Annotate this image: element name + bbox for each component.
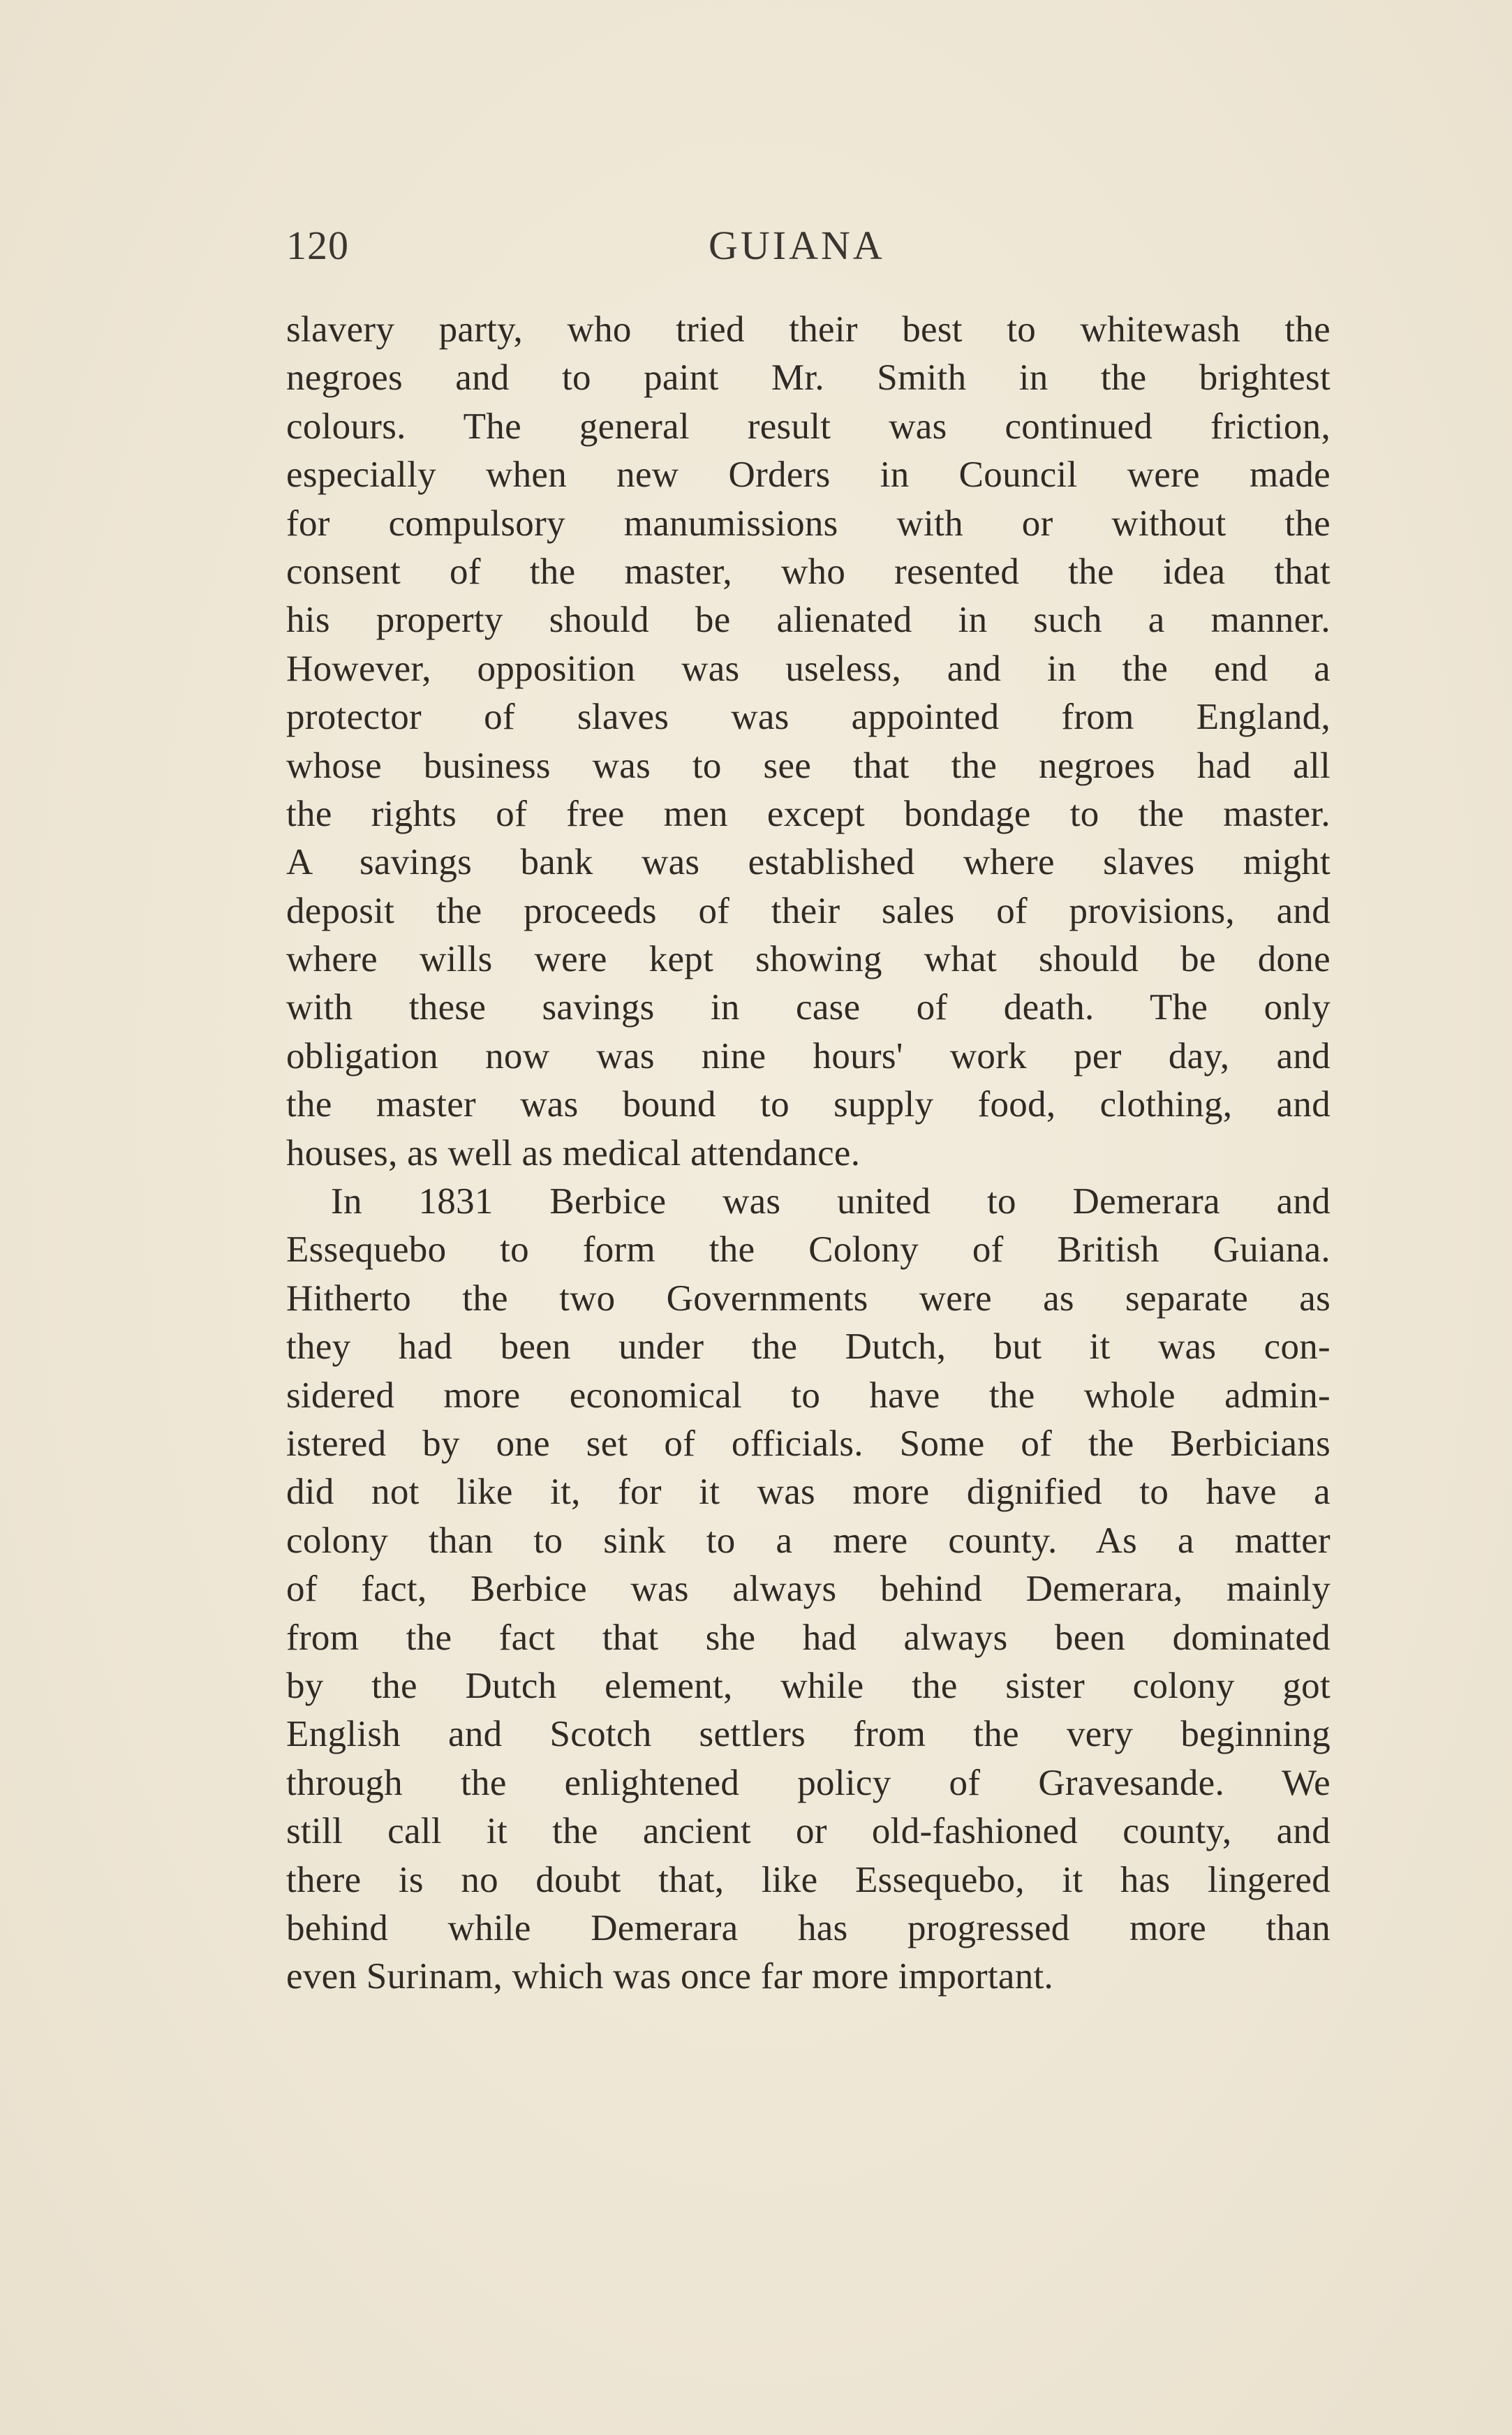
text-line: deposit the proceeds of their sales of provisions, and bbox=[286, 890, 1331, 931]
text-line: Essequebo to form the Colony of British Guiana. bbox=[286, 1229, 1331, 1271]
text-line: with these savings in case of death. The only bbox=[286, 987, 1331, 1028]
running-title: GUIANA bbox=[709, 223, 885, 268]
text-line: where wills were kept showing what should be done bbox=[286, 939, 1331, 980]
text-line: did not like it, for it was more dignified to have a bbox=[286, 1472, 1331, 1513]
text-line: for compulsory manumissions with or without the bbox=[286, 503, 1331, 544]
text-line: behind while Demerara has progressed more than bbox=[286, 1907, 1331, 1948]
text-line: his property should be alienated in such a manner. bbox=[286, 600, 1331, 641]
text-line: by the Dutch element, while the sister colony got bbox=[286, 1665, 1331, 1706]
text-line: still call it the ancient or old-fashioned county, and bbox=[286, 1811, 1331, 1852]
text-line: especially when new Orders in Council were made bbox=[286, 454, 1331, 496]
text-line: from the fact that she had always been dominated bbox=[286, 1617, 1331, 1658]
text-line: English and Scotch settlers from the very beginning bbox=[286, 1714, 1331, 1755]
paragraph-start-line: In 1831 Berbice was united to Demerara and bbox=[331, 1181, 1331, 1222]
page-number: 120 bbox=[286, 223, 349, 268]
text-line: obligation now was nine hours' work per day, and bbox=[286, 1035, 1331, 1076]
text-line: through the enlightened policy of Gravesande. We bbox=[286, 1762, 1331, 1803]
text-line: of fact, Berbice was always behind Demerara, mainly bbox=[286, 1569, 1331, 1610]
text-line: However, opposition was useless, and in the end a bbox=[286, 648, 1331, 689]
text-line: slavery party, who tried their best to whitewash the bbox=[286, 309, 1331, 350]
text-line: colours. The general result was continued friction, bbox=[286, 406, 1331, 447]
paragraph-end-line: houses, as well as medical attendance. bbox=[286, 1132, 861, 1174]
text-line: consent of the master, who resented the idea that bbox=[286, 551, 1331, 592]
text-line: the rights of free men except bondage to the master. bbox=[286, 793, 1331, 834]
text-line: there is no doubt that, like Essequebo, it has lingered bbox=[286, 1859, 1331, 1900]
text-line: protector of slaves was appointed from England, bbox=[286, 697, 1331, 738]
text-line: sidered more economical to have the whole admin- bbox=[286, 1375, 1331, 1416]
text-line: Hitherto the two Governments were as separate as bbox=[286, 1278, 1331, 1319]
text-line: whose business was to see that the negroes had all bbox=[286, 745, 1331, 786]
text-line: they had been under the Dutch, but it was con- bbox=[286, 1326, 1331, 1368]
body-text bbox=[286, 306, 1331, 2001]
paragraph-end-line: even Surinam, which was once far more important. bbox=[286, 1956, 1054, 1997]
text-line: the master was bound to supply food, clothing, and bbox=[286, 1084, 1331, 1125]
text-line: colony than to sink to a mere county. As a matter bbox=[286, 1520, 1331, 1561]
running-head bbox=[286, 222, 928, 278]
text-line: A savings bank was established where slaves might bbox=[286, 842, 1331, 883]
text-line: negroes and to paint Mr. Smith in the brightest bbox=[286, 357, 1331, 399]
text-line: istered by one set of officials. Some of the Berbicians bbox=[286, 1423, 1331, 1464]
